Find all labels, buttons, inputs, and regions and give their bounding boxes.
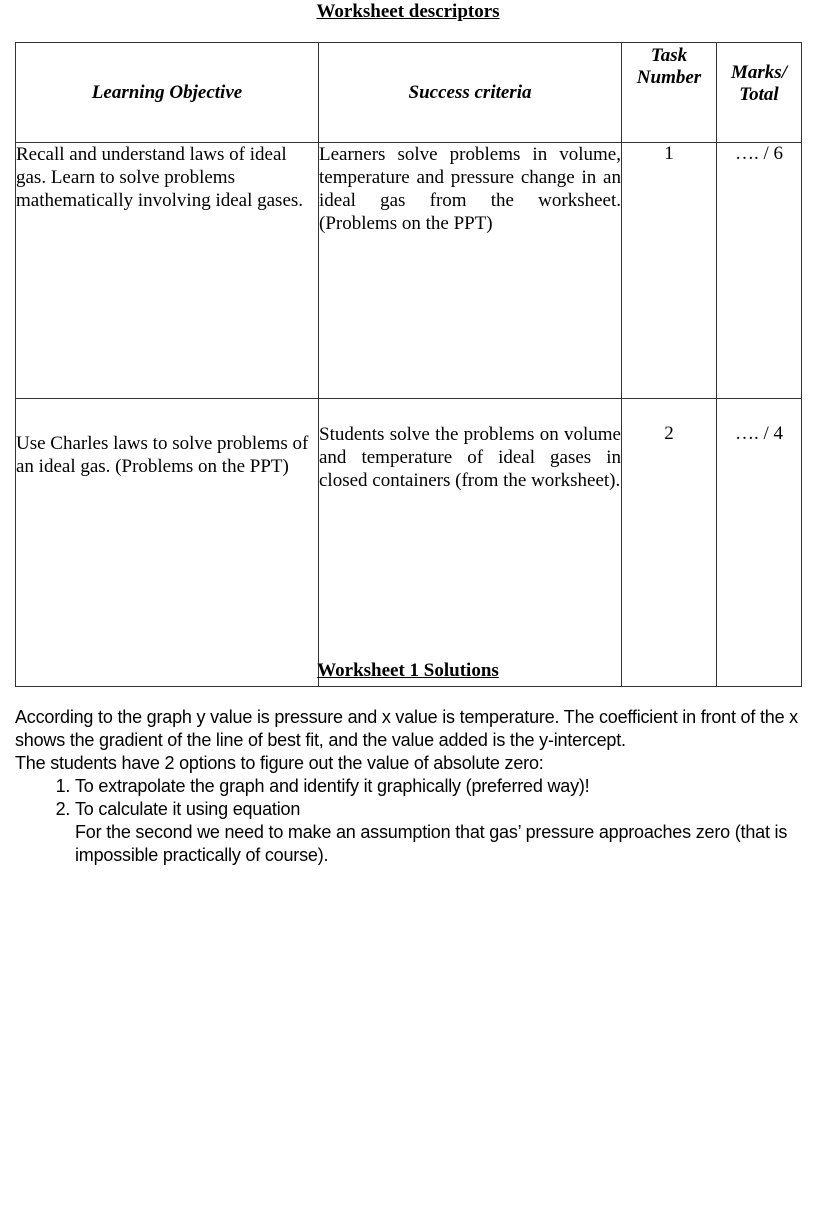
header-task-line1: Task [650, 45, 688, 66]
header-task-number [622, 43, 717, 143]
header-learning-objective: Learning Objective [16, 43, 319, 143]
row2-objective: Use Charles laws to solve problems of an ideal gas. (Problems on the PPT) [16, 399, 319, 687]
solutions-paragraph-options: The students have 2 options to figure out the value of absolute zero: [15, 753, 544, 773]
row2-task-number: 2 [622, 399, 717, 687]
solutions-section [15, 706, 801, 867]
row1-task-number: 1 [622, 143, 717, 399]
list-item: 1. To extrapolate the graph and identify it graphically (preferred way)! [75, 775, 801, 798]
row1-marks: …. / 6 [717, 143, 802, 399]
header-marks-line2: Total [739, 84, 779, 105]
descriptors-table [15, 42, 802, 687]
header-task-line2: Number [636, 67, 702, 88]
header-marks-line1: Marks/ [731, 62, 787, 83]
header-success-criteria: Success criteria [319, 43, 622, 143]
row2-marks: …. / 4 [717, 399, 802, 687]
row1-objective: Recall and understand laws of ideal gas. Learn to solve problems mathematically involving ideal gases. [16, 143, 319, 399]
solutions-note: For the second we need to make an assumption that gas’ pressure approaches zero (that is impossible practically of course). [75, 822, 788, 865]
table-row [16, 143, 802, 399]
solutions-paragraph-graph: According to the graph y value is pressure and x value is temperature. The coefficient in front of the x shows the gradient of the line of best fit, and the value added is the y-intercept. [15, 707, 798, 750]
list-item: 2. To calculate it using equation [75, 798, 801, 821]
table-header-row [16, 43, 802, 143]
row2-criteria: Students solve the problems on volume and temperature of ideal gases in closed containers (from the worksheet). [319, 399, 622, 687]
header-marks-total [717, 43, 802, 143]
row1-criteria: Learners solve problems in volume, temperature and pressure change in an ideal gas from the worksheet. (Problems on the PPT) [319, 143, 622, 399]
table-row [16, 399, 802, 687]
worksheet-descriptors-title: Worksheet descriptors [316, 1, 500, 22]
worksheet-solutions-title: Worksheet 1 Solutions [317, 660, 499, 681]
options-list [15, 775, 801, 821]
